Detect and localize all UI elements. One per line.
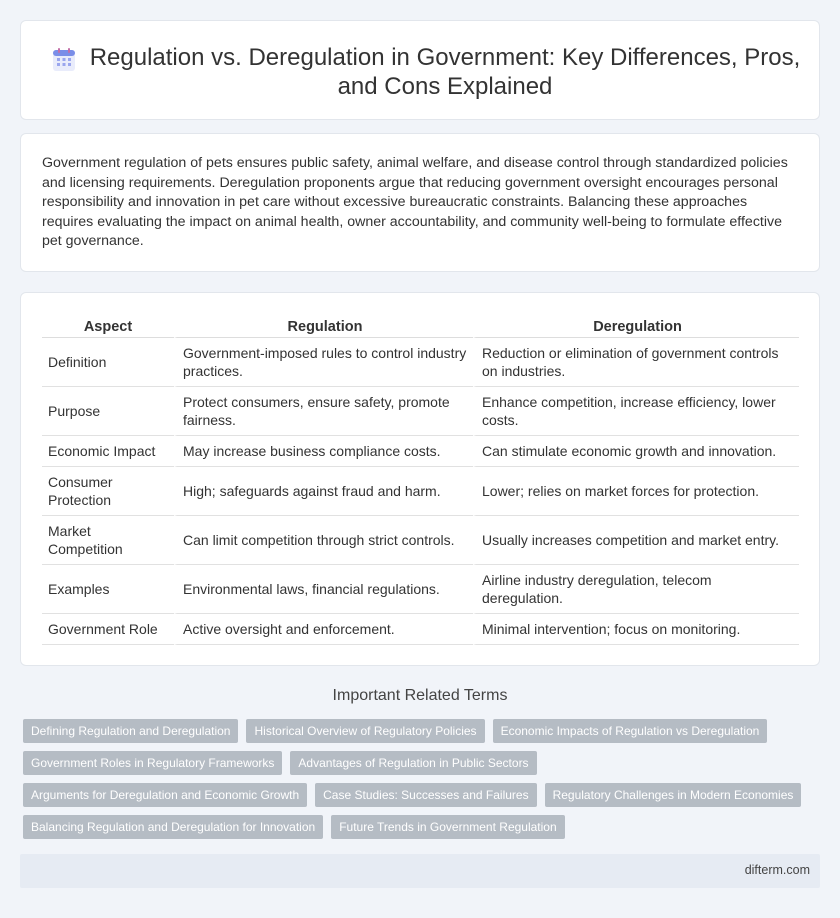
related-term-tag[interactable]: Arguments for Deregulation and Economic Growth xyxy=(23,783,307,807)
cell-regulation: Can limit competition through strict controls. xyxy=(174,516,473,565)
comparison-table xyxy=(42,313,799,645)
comparison-table-card xyxy=(20,292,820,666)
table-header-row xyxy=(42,313,799,338)
intro-card xyxy=(20,133,820,272)
related-term-tag[interactable]: Economic Impacts of Regulation vs Deregulation xyxy=(493,719,768,743)
cell-regulation: May increase business compliance costs. xyxy=(174,436,473,467)
table-row xyxy=(42,387,799,436)
header-deregulation: Deregulation xyxy=(473,313,799,338)
cell-deregulation: Lower; relies on market forces for protection. xyxy=(473,467,799,516)
cell-aspect: Economic Impact xyxy=(42,436,174,467)
intro-text: Government regulation of pets ensures public safety, animal welfare, and disease control through standardized policies and licensing requirements. Deregulation proponents argue that reducing government oversight encourages personal responsibility and innovation in pet care without excessive bureaucratic constraints. Balancing these approaches requires evaluating the impact on animal health, owner accountability, and community well-being to formulate effective pet governance. xyxy=(42,155,788,250)
cell-deregulation: Minimal intervention; focus on monitoring. xyxy=(473,614,799,645)
cell-deregulation: Usually increases competition and market entry. xyxy=(473,516,799,565)
cell-regulation: Protect consumers, ensure safety, promote fairness. xyxy=(174,387,473,436)
page-title: Regulation vs. Deregulation in Government: Key Differences, Pros, and Cons Explained xyxy=(89,44,801,100)
table-row xyxy=(42,436,799,467)
related-term-tag[interactable]: Historical Overview of Regulatory Policies xyxy=(246,719,484,743)
cell-deregulation: Enhance competition, increase efficiency, lower costs. xyxy=(473,387,799,436)
cell-deregulation: Can stimulate economic growth and innovation. xyxy=(473,436,799,467)
related-term-tag[interactable]: Balancing Regulation and Deregulation for Innovation xyxy=(23,815,323,839)
cell-aspect: Examples xyxy=(42,565,174,614)
cell-regulation: Government-imposed rules to control industry practices. xyxy=(174,338,473,387)
related-term-tag[interactable]: Defining Regulation and Deregulation xyxy=(23,719,238,743)
cell-deregulation: Airline industry deregulation, telecom deregulation. xyxy=(473,565,799,614)
table-row xyxy=(42,338,799,387)
footer-site-link[interactable]: difterm.com xyxy=(744,863,810,877)
table-row xyxy=(42,467,799,516)
table-row xyxy=(42,516,799,565)
cell-regulation: Active oversight and enforcement. xyxy=(174,614,473,645)
cell-deregulation: Reduction or elimination of government controls on industries. xyxy=(473,338,799,387)
related-term-tag[interactable]: Government Roles in Regulatory Frameworks xyxy=(23,751,282,775)
cell-regulation: High; safeguards against fraud and harm. xyxy=(174,467,473,516)
header-card xyxy=(20,20,820,120)
cell-aspect: Definition xyxy=(42,338,174,387)
related-term-tag[interactable]: Advantages of Regulation in Public Sectors xyxy=(290,751,536,775)
related-terms-list xyxy=(23,719,803,847)
table-row xyxy=(42,614,799,645)
calendar-icon xyxy=(51,47,77,73)
table-row xyxy=(42,565,799,614)
cell-aspect: Purpose xyxy=(42,387,174,436)
footer xyxy=(20,854,820,888)
related-term-tag[interactable]: Future Trends in Government Regulation xyxy=(331,815,564,839)
cell-regulation: Environmental laws, financial regulations. xyxy=(174,565,473,614)
header-aspect: Aspect xyxy=(42,313,174,338)
related-term-tag[interactable]: Case Studies: Successes and Failures xyxy=(315,783,536,807)
related-term-tag[interactable]: Regulatory Challenges in Modern Economies xyxy=(545,783,802,807)
related-terms-title: Important Related Terms xyxy=(332,687,508,704)
header-regulation: Regulation xyxy=(174,313,473,338)
cell-aspect: Consumer Protection xyxy=(42,467,174,516)
cell-aspect: Market Competition xyxy=(42,516,174,565)
cell-aspect: Government Role xyxy=(42,614,174,645)
